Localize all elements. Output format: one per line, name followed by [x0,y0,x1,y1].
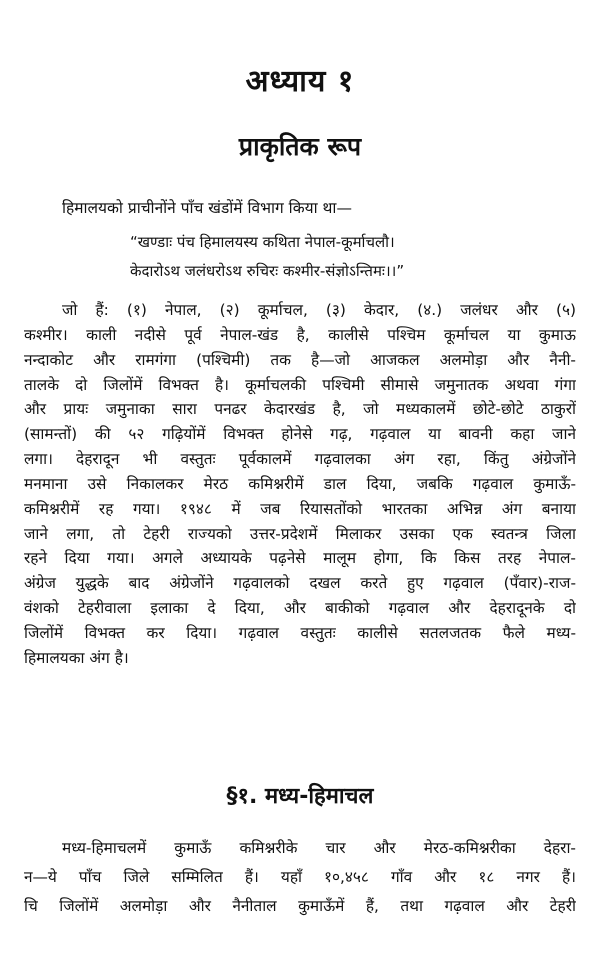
verse-line: “खण्डाः पंच हिमालयस्य कथिता नेपाल-कूर्माचलौ। [130,233,395,251]
main-paragraph [24,298,576,671]
paragraph-line: चि जिलोंमें अलमोड़ा और नैनीताल कुमाऊँमें हैं, तथा गढ़वाल और टेहरी [24,897,576,915]
paragraph-line: अंग्रेज युद्धके बाद अंग्रेजोंने गढ़वालको दखल करते हुए गढ़वाल (पँवार)-राज- [24,574,576,593]
paragraph-line: वंशको टेहरीवाला इलाका दे दिया, और बाकीको गढ़वाल और देहरादूनके दो [24,599,576,618]
paragraph-line: और प्रायः जमुनाका सारा पनढर केदारखंड है, जो मध्यकालमें छोटे-छोटे ठाकुरों [24,400,576,419]
paragraph-line: जो हैं: (१) नेपाल, (२) कूर्माचल, (३) केदार, (४.) जलंधर और (५) [62,301,576,319]
paragraph-line: कमिश्नरीमें रह गया। १९४८ में जब रियासतोंको भारतका अभिन्न अंग बनाया [24,499,576,518]
section-title: प्राकृतिक रूप [238,132,362,161]
paragraph-line: जाने लगा, तो टेहरी राज्यको उत्तर-प्रदेशमें मिलाकर उसका एक स्वतन्त्र जिला [24,524,576,543]
paragraph-line: जिलोंमें विभक्त कर दिया। गढ़वाल वस्तुतः कालीसे सतलजतक फैले मध्य- [24,623,576,642]
chapter-title: अध्याय १ [245,64,355,99]
paragraph-line: मनमाना उसे निकालकर मेरठ कमिश्नरीमें डाल दिया, जबकि गढ़वाल कुमाऊँ- [24,474,576,493]
verse-line: केदारोऽथ जलंधरोऽथ रुचिरः कश्मीर-संज्ञोऽन्तिमः।।” [130,262,405,280]
paragraph-line: नन्दाकोट और रामगंगा (पश्चिमी) तक है—जो आजकल अलमोड़ा और नैनी- [24,350,576,369]
paragraph-line: न—ये पाँच जिले सम्मिलित हैं। यहाँ १०,४५८ गाँव और १८ नगर हैं। [24,868,576,886]
paragraph-line: तालके दो जिलोंमें विभक्त है। कूर्माचलकी पश्चिमी सीमासे जमुनातक अथवा गंगा [24,375,576,394]
paragraph-line: (सामन्तों) की ५२ गढ़ियोंमें विभक्त होनेसे गढ़, गढ़वाल या बावनी कहा जाने [24,425,576,444]
paragraph-line: कश्मीर। काली नदीसे पूर्व नेपाल-खंड है, कालीसे पश्चिम कूर्माचल या कुमाऊ [24,325,576,344]
paragraph-line: मध्य-हिमाचलमें कुमाऊँ कमिश्नरीके चार और मेरठ-कमिश्नरीका देहरा- [62,839,576,857]
subsection-heading: §१. मध्य-हिमाचल [226,784,374,809]
paragraph-line: रहने दिया गया। अगले अध्यायके पढ़नेसे मालूम होगा, कि किस तरह नेपाल- [24,549,576,568]
paragraph-line: लगा। देहरादून भी वस्तुतः पूर्वकालमें गढ़वालका अंग रहा, किंतु अंग्रेजोंने [24,450,576,469]
paragraph-line: हिमालयका अंग है। [24,648,129,667]
intro-line: हिमालयको प्राचीनोंने पाँच खंडोंमें विभाग किया था— [62,199,352,217]
second-paragraph [24,834,576,921]
